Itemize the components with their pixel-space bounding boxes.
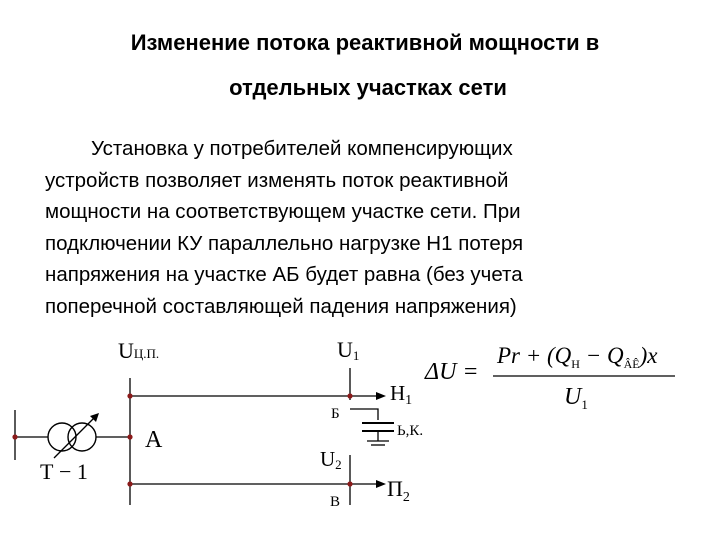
transformer-winding-2 [68, 423, 96, 451]
u2-label: U2 [320, 447, 342, 472]
paragraph-line: поперечной составляющей падения напряжения) [45, 294, 517, 318]
load-h1-label: Н1 [390, 381, 413, 408]
slide-title-line1: Изменение потока реактивной мощности в [130, 30, 600, 55]
formula-lhs: ΔU = [425, 359, 479, 385]
paragraph-line: мощности на соответствующем участке сети. При [45, 200, 521, 223]
node-dot [127, 393, 132, 398]
regulation-arrow-line [54, 416, 96, 458]
formula-denominator: $U_1$ [564, 384, 588, 412]
paragraph-line: Установка у потребителей компенсирующих [91, 137, 513, 160]
paragraph-line: напряжения на участке АБ будет равна (без учета [45, 263, 523, 286]
node-dot [347, 481, 352, 486]
load-p2-label: $П_2$ [387, 476, 410, 505]
ku-lead [350, 409, 378, 420]
transformer-label: Т − 1 [40, 459, 88, 484]
paragraph-line: устройств позволяет изменять поток реактивной [45, 168, 509, 192]
node-v-label: В [330, 494, 341, 510]
paragraph-line: подключении КУ параллельно нагрузке Н1 потеря [45, 231, 524, 255]
node-b-label: Б [331, 406, 340, 422]
load-h1-arrow [376, 392, 386, 400]
node-dot [12, 434, 17, 439]
node-dot [347, 393, 352, 398]
slide-title-line2: отдельных участках сети [229, 75, 507, 100]
formula-numerator: $Pr + (Q_Н - Q_{ÂÊ})x$ [497, 343, 658, 371]
voltage-loss-formula [424, 343, 675, 412]
load-p2-arrow [376, 480, 386, 488]
u-cp-label: UЦ.П. [118, 338, 160, 363]
node-dot [127, 434, 132, 439]
node-a-label: А [145, 427, 163, 453]
u1-label: U1 [337, 337, 360, 363]
node-dot [127, 481, 132, 486]
ku-label: Ь,К. [397, 423, 424, 439]
